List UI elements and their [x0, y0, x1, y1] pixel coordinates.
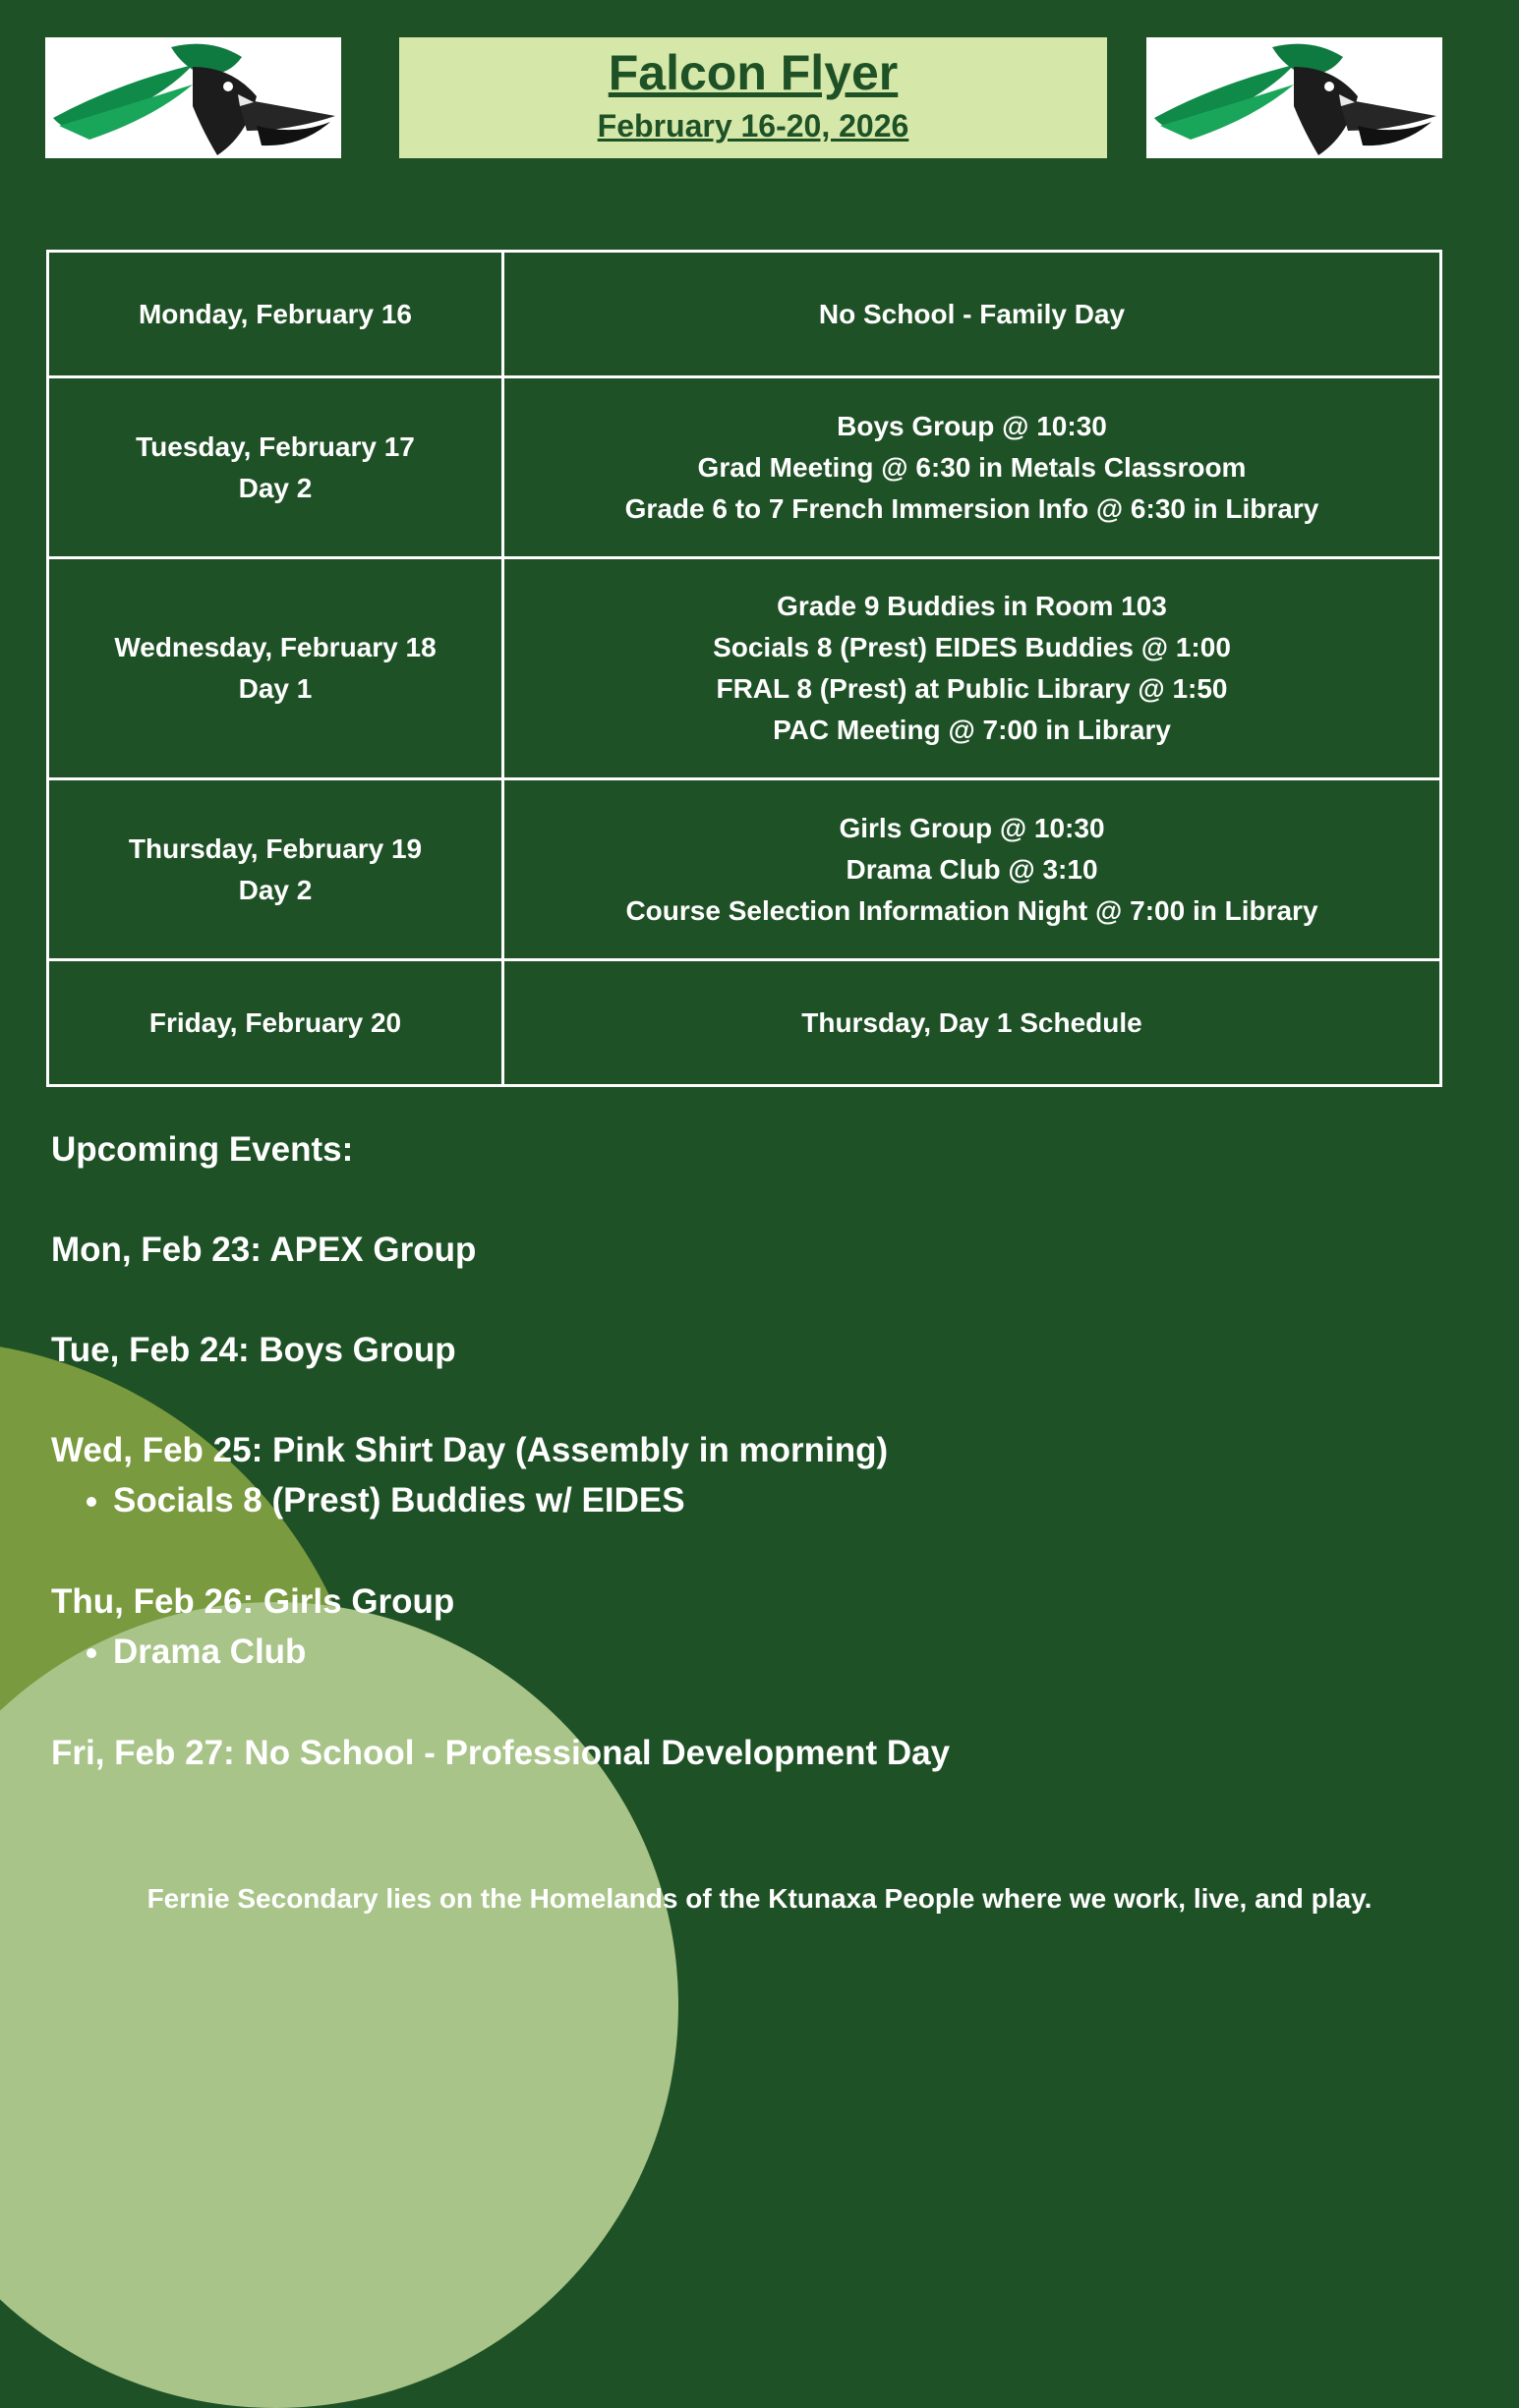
day-cell: Wednesday, February 18 Day 1 — [48, 558, 503, 779]
upcoming-events — [51, 1125, 1428, 1829]
table-row — [48, 558, 1441, 779]
list-item: Fri, Feb 27: No School - Professional Development Day — [51, 1734, 951, 1772]
list-item: Thu, Feb 26: Girls Group • Drama Club — [51, 1577, 1428, 1678]
day-cell: Tuesday, February 17 Day 2 — [48, 377, 503, 558]
header — [45, 37, 1441, 158]
day-cell: Thursday, February 19 Day 2 — [48, 779, 503, 960]
upcoming-heading: Upcoming Events: — [51, 1130, 354, 1169]
events-cell: Grade 9 Buddies in Room 103 Socials 8 (Prest) EIDES Buddies @ 1:00 FRAL 8 (Prest) at Public Library @ 1:50 PAC Meeting @ 7:00 in Library — [503, 558, 1441, 779]
events-cell: Thursday, Day 1 Schedule — [503, 960, 1441, 1086]
list-item: Mon, Feb 23: APEX Group — [51, 1231, 477, 1269]
falcon-mascot-icon — [1146, 37, 1442, 158]
falcon-mascot-icon — [45, 37, 341, 158]
event-bullets — [51, 1627, 1428, 1678]
list-item: Tue, Feb 24: Boys Group — [51, 1331, 456, 1369]
land-acknowledgement: Fernie Secondary lies on the Homelands of the Ktunaxa People where we work, live, and play. — [146, 1883, 1373, 1914]
table-row — [48, 960, 1441, 1086]
events-cell: Boys Group @ 10:30 Grad Meeting @ 6:30 in Metals Classroom Grade 6 to 7 French Immersion Info @ 6:30 in Library — [503, 377, 1441, 558]
schedule-table — [46, 250, 1442, 1087]
day-cell: Friday, February 20 — [48, 960, 503, 1086]
bullet-item: • Drama Club — [113, 1627, 1428, 1678]
event-bullets — [51, 1475, 1428, 1526]
bullet-item: • Socials 8 (Prest) Buddies w/ EIDES — [113, 1475, 1428, 1526]
events-cell: Girls Group @ 10:30 Drama Club @ 3:10 Course Selection Information Night @ 7:00 in Library — [503, 779, 1441, 960]
title-box — [399, 37, 1107, 158]
list-item: Wed, Feb 25: Pink Shirt Day (Assembly in morning) • Socials 8 (Prest) Buddies w/ EIDES — [51, 1426, 1428, 1526]
table-row — [48, 377, 1441, 558]
table-row — [48, 779, 1441, 960]
page-dates: February 16-20, 2026 — [597, 108, 909, 143]
day-cell: Monday, February 16 — [48, 252, 503, 377]
page-title: Falcon Flyer — [608, 45, 899, 100]
table-row — [48, 252, 1441, 377]
falcon-logo-left — [45, 37, 341, 158]
events-cell: No School - Family Day — [503, 252, 1441, 377]
falcon-logo-right — [1146, 37, 1442, 158]
